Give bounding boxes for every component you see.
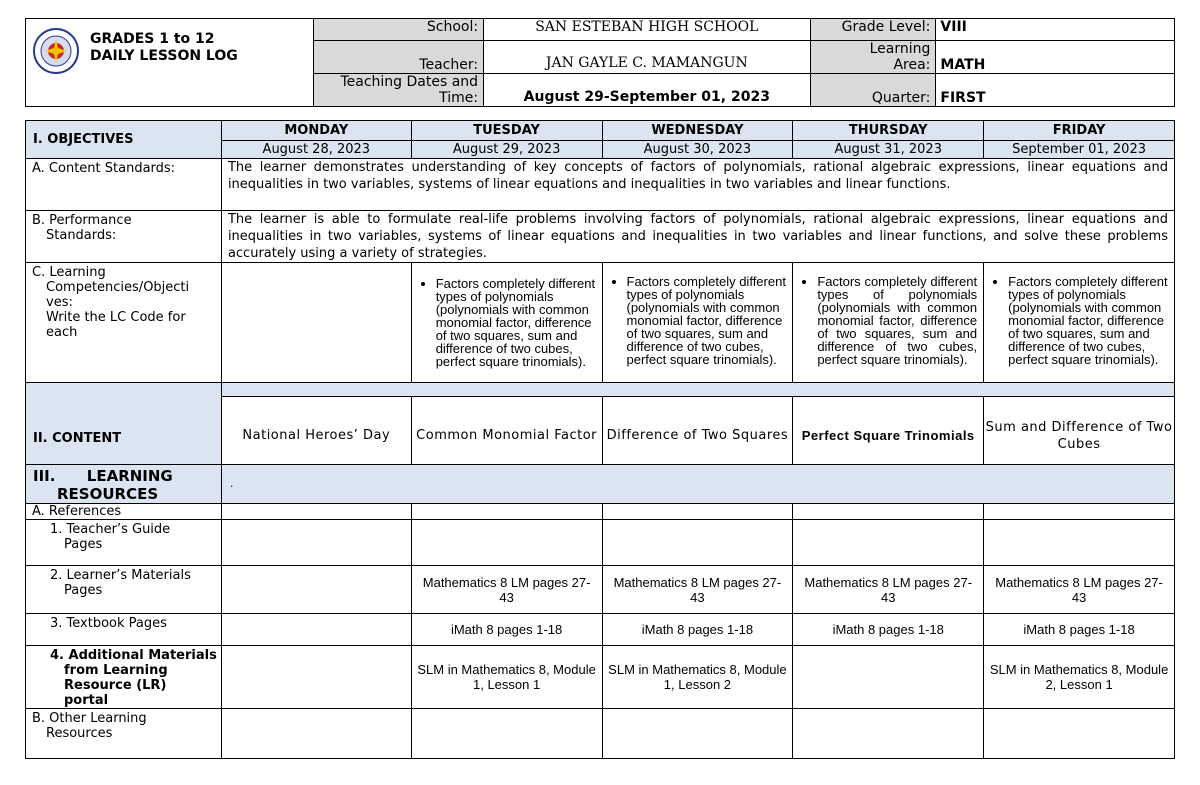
lm-thursday: Mathematics 8 LM pages 27-43 — [793, 566, 984, 614]
quarter-label: Quarter: — [810, 74, 936, 107]
lm-friday: Mathematics 8 LM pages 27-43 — [984, 566, 1175, 614]
topic-thursday: Perfect Square Trinomials — [793, 397, 984, 465]
content-heading: II. CONTENT — [26, 383, 222, 465]
lc-monday — [221, 263, 411, 383]
other-resources-label — [26, 709, 222, 759]
lc-label-line-1: C. Learning — [32, 265, 106, 280]
other-friday — [984, 709, 1175, 759]
lm-label-line-1: 2. Learner’s Materials — [50, 568, 191, 583]
title-cell — [26, 19, 314, 107]
teacher-label: Teacher: — [314, 41, 484, 74]
resources-heading-line-1: III. LEARNING — [33, 467, 173, 485]
am-thursday — [793, 646, 984, 709]
am-label-line-3: Resource (LR) — [64, 678, 167, 693]
performance-standards-text: The learner is able to formulate real-life problems involving factors of polynomials, rational algebraic expressions, linear equations and inequalities in two variables, systems of linear equations and inequalities in two variables and linear functions, and solve these problems accurately using a variety of strategies. — [221, 211, 1174, 263]
school-label: School: — [314, 19, 484, 41]
title-line-2: DAILY LESSON LOG — [90, 48, 238, 64]
learners-materials-label — [26, 566, 222, 614]
tg-wednesday — [602, 520, 793, 566]
additional-materials-label — [26, 646, 222, 709]
lc-thursday — [793, 263, 984, 383]
tg-label-line-2: Pages — [64, 537, 103, 552]
am-wednesday: SLM in Mathematics 8, Module 1, Lesson 2 — [602, 646, 793, 709]
performance-standards-label — [26, 211, 222, 263]
ref-tuesday — [411, 504, 602, 520]
am-friday: SLM in Mathematics 8, Module 2, Lesson 1 — [984, 646, 1175, 709]
resources-band: . — [221, 465, 1174, 504]
ref-wednesday — [602, 504, 793, 520]
lc-bullet: • Factors completely different types of polynomials (polynomials with common monomial factor, difference of two squares, sum and difference of two cubes, perfect square trinomials). — [1008, 275, 1168, 366]
area-value: MATH — [936, 41, 1175, 74]
lc-bullet: • Factors completely different types of polynomials (polynomials with common monomial factor, difference of two squares, sum and difference of two cubes, perfect square trinomials). — [436, 277, 596, 368]
topic-wednesday: Difference of Two Squares — [602, 397, 793, 465]
area-label-line-2: Area: — [893, 57, 931, 73]
day-wednesday: WEDNESDAY — [602, 121, 793, 141]
topic-tuesday: Common Monomial Factor — [411, 397, 602, 465]
lc-label-line-5: each — [46, 325, 78, 340]
lc-label-line-3: ves: — [46, 295, 73, 310]
tg-tuesday — [411, 520, 602, 566]
dates-label — [314, 74, 484, 107]
other-wednesday — [602, 709, 793, 759]
other-label-line-1: B. Other Learning — [32, 711, 147, 726]
tg-thursday — [793, 520, 984, 566]
quarter-value: FIRST — [936, 74, 1175, 107]
tg-label-line-1: 1. Teacher’s Guide — [50, 522, 171, 537]
date-wednesday: August 30, 2023 — [602, 141, 793, 159]
day-monday: MONDAY — [221, 121, 411, 141]
area-label — [810, 41, 936, 74]
other-thursday — [793, 709, 984, 759]
topic-monday: National Heroes’ Day — [221, 397, 411, 465]
area-label-line-1: Learning — [869, 41, 931, 57]
am-monday — [221, 646, 411, 709]
lm-tuesday: Mathematics 8 LM pages 27-43 — [411, 566, 602, 614]
objectives-heading: I. OBJECTIVES — [26, 121, 222, 159]
day-friday: FRIDAY — [984, 121, 1175, 141]
date-friday: September 01, 2023 — [984, 141, 1175, 159]
lc-bullet: • Factors completely different types of polynomials (polynomials with common monomial factor, difference of two squares, sum and difference of two cubes, perfect square trinomials). — [817, 275, 977, 366]
lc-label-line-2: Competencies/Objecti — [46, 280, 190, 295]
grade-label: Grade Level: — [810, 19, 936, 41]
grade-value: VIII — [936, 19, 1175, 41]
am-tuesday: SLM in Mathematics 8, Module 1, Lesson 1 — [411, 646, 602, 709]
lm-monday — [221, 566, 411, 614]
date-monday: August 28, 2023 — [221, 141, 411, 159]
lm-wednesday: Mathematics 8 LM pages 27-43 — [602, 566, 793, 614]
lm-label-line-2: Pages — [64, 583, 103, 598]
other-tuesday — [411, 709, 602, 759]
ref-friday — [984, 504, 1175, 520]
tb-thursday: iMath 8 pages 1-18 — [793, 614, 984, 646]
date-tuesday: August 29, 2023 — [411, 141, 602, 159]
other-label-line-2: Resources — [46, 726, 113, 741]
am-label-line-1: 4. Additional Materials — [50, 648, 217, 663]
teachers-guide-label — [26, 520, 222, 566]
day-tuesday: TUESDAY — [411, 121, 602, 141]
tg-monday — [221, 520, 411, 566]
day-thursday: THURSDAY — [793, 121, 984, 141]
dates-value: August 29-September 01, 2023 — [484, 74, 810, 107]
dates-label-line-2: Time: — [439, 90, 479, 106]
lc-label-line-4: Write the LC Code for — [46, 310, 186, 325]
content-standards-label: A. Content Standards: — [26, 159, 222, 211]
am-label-line-4: portal — [64, 693, 109, 708]
lc-wednesday — [602, 263, 793, 383]
ref-thursday — [793, 504, 984, 520]
tb-tuesday: iMath 8 pages 1-18 — [411, 614, 602, 646]
ref-monday — [221, 504, 411, 520]
tb-friday: iMath 8 pages 1-18 — [984, 614, 1175, 646]
content-band — [221, 383, 1174, 397]
references-label: A. References — [26, 504, 222, 520]
lc-tuesday — [411, 263, 602, 383]
title-line-1: GRADES 1 to 12 — [90, 31, 215, 47]
lesson-log-table — [25, 120, 1175, 759]
lc-bullet: • Factors completely different types of polynomials (polynomials with common monomial factor, difference of two squares, sum and difference of two cubes, perfect square trinomials). — [627, 275, 787, 366]
tb-wednesday: iMath 8 pages 1-18 — [602, 614, 793, 646]
performance-label-line-2: Standards: — [46, 228, 117, 243]
teacher-value: JAN GAYLE C. MAMANGUN — [484, 41, 810, 74]
other-monday — [221, 709, 411, 759]
textbook-pages-label: 3. Textbook Pages — [26, 614, 222, 646]
lc-friday — [984, 263, 1175, 383]
resources-heading-line-2: RESOURCES — [57, 485, 159, 503]
tg-friday — [984, 520, 1175, 566]
topic-friday: Sum and Difference of Two Cubes — [984, 397, 1175, 465]
content-standards-text: The learner demonstrates understanding of key concepts of factors of polynomials, rational algebraic expressions, linear equations and inequalities in two variables, systems of linear equations and inequalities in two variables and linear functions. — [221, 159, 1174, 211]
am-label-line-2: from Learning — [64, 663, 168, 678]
learning-competencies-label — [26, 263, 222, 383]
tb-monday — [221, 614, 411, 646]
dates-label-line-1: Teaching Dates and — [340, 74, 479, 90]
school-value: SAN ESTEBAN HIGH SCHOOL — [484, 19, 810, 41]
resources-heading — [26, 465, 222, 504]
header-table — [25, 18, 1175, 107]
date-thursday: August 31, 2023 — [793, 141, 984, 159]
performance-label-line-1: B. Performance — [32, 213, 132, 228]
